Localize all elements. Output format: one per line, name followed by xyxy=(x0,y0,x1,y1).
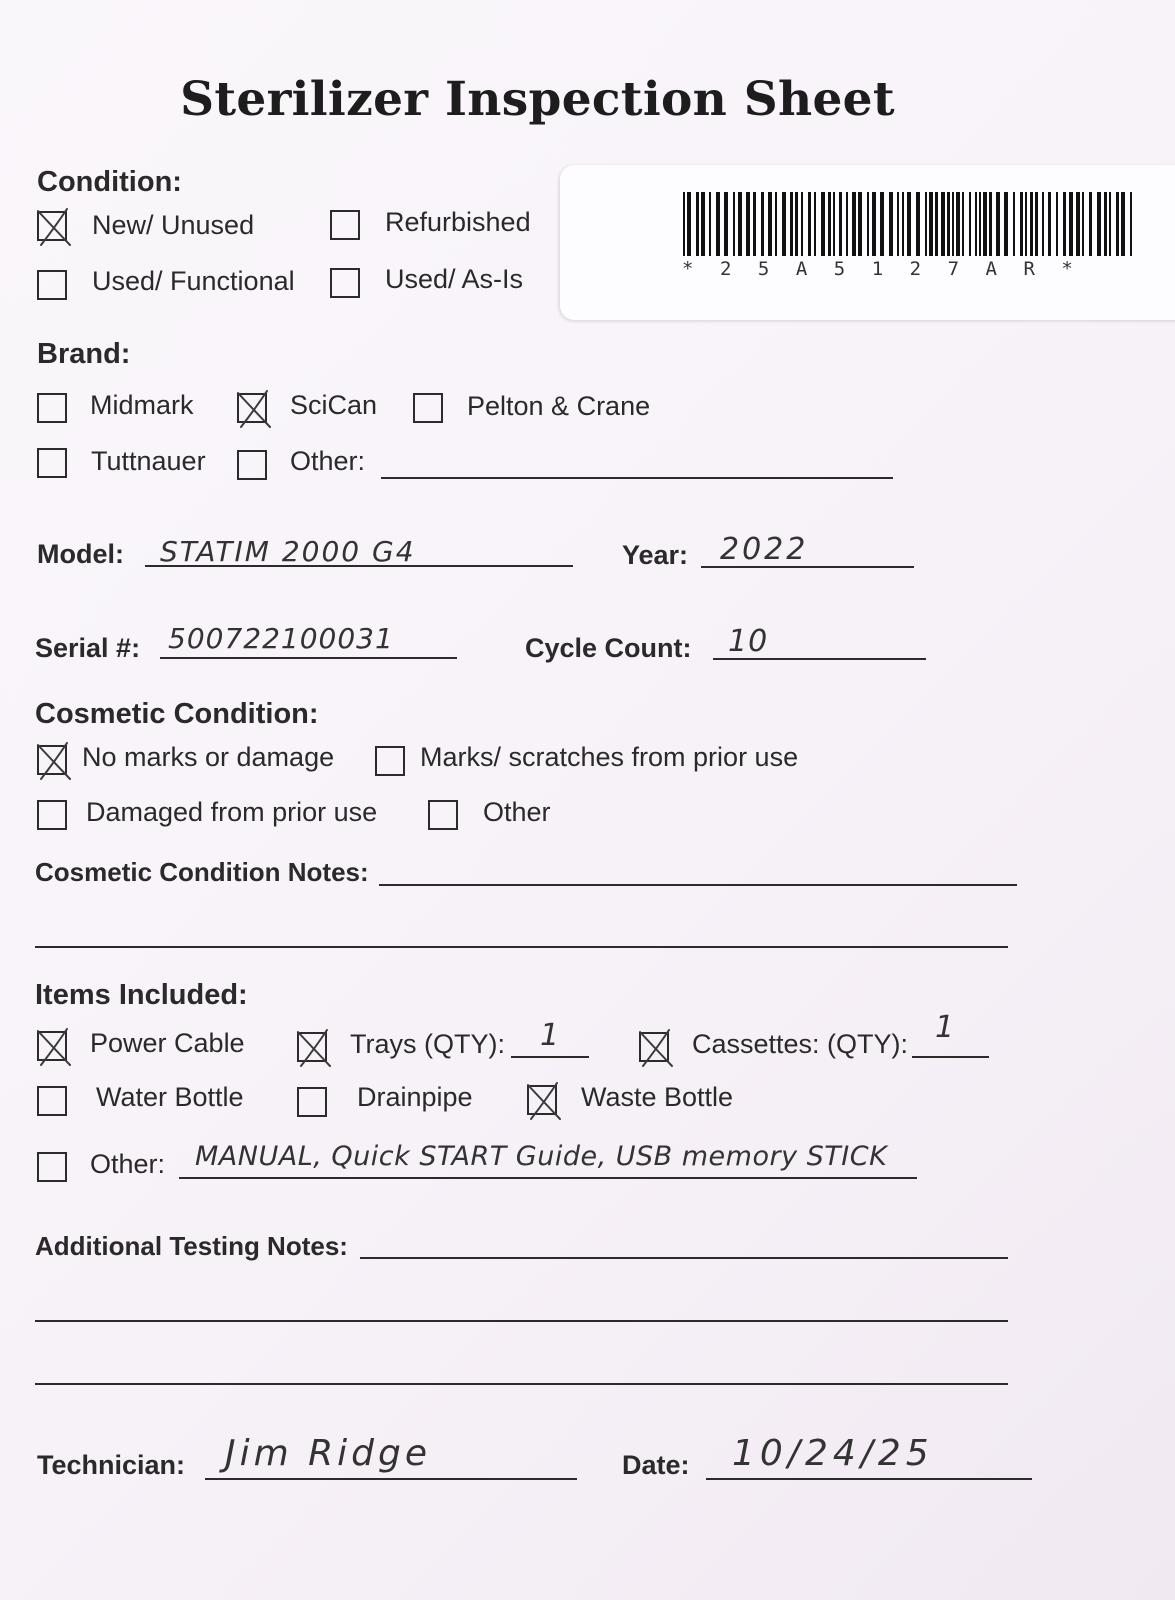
barcode-bar xyxy=(996,192,1000,256)
barcode-bar xyxy=(801,192,803,256)
barcode-bar xyxy=(983,192,987,256)
date-line xyxy=(706,1478,1032,1480)
label-cosmetic-other: Other xyxy=(483,797,551,827)
barcode-bar xyxy=(1042,192,1044,256)
label-tuttnauer: Tuttnauer xyxy=(91,446,206,476)
barcode-bar xyxy=(867,192,869,256)
barcode-bar xyxy=(1089,192,1092,256)
barcode-bar xyxy=(929,192,933,256)
checkbox-pelton-crane[interactable] xyxy=(413,393,443,423)
barcode-bar xyxy=(975,192,977,256)
year-value[interactable]: 2022 xyxy=(720,532,809,567)
barcode-bar xyxy=(1030,192,1033,256)
year-line xyxy=(701,566,914,568)
label-water-bottle: Water Bottle xyxy=(96,1082,244,1112)
checkbox-items-other[interactable] xyxy=(37,1152,67,1182)
label-pelton-crane: Pelton & Crane xyxy=(467,391,651,421)
barcode-bar xyxy=(935,192,938,256)
cassettes-qty-value[interactable]: 1 xyxy=(935,1010,956,1045)
barcode-bar xyxy=(969,192,971,256)
barcode-bar xyxy=(1025,192,1027,256)
model-label: Model: xyxy=(37,539,124,569)
checkbox-used-as-is[interactable] xyxy=(330,268,360,298)
label-scican: SciCan xyxy=(290,390,378,420)
label-waste-bottle: Waste Bottle xyxy=(581,1082,734,1112)
barcode-bar xyxy=(872,192,876,256)
additional-notes-line-3[interactable] xyxy=(35,1383,1008,1385)
label-used-functional: Used/ Functional xyxy=(92,266,295,296)
condition-heading: Condition: xyxy=(37,166,182,198)
checkbox-brand-other[interactable] xyxy=(237,450,267,480)
barcode-bar xyxy=(962,192,964,256)
barcode-bar xyxy=(716,192,720,256)
checkmark-x-icon xyxy=(635,1026,677,1070)
year-label: Year: xyxy=(622,540,689,570)
checkbox-damaged[interactable] xyxy=(37,800,67,830)
barcode-bar xyxy=(768,192,772,256)
label-midmark: Midmark xyxy=(90,390,194,420)
label-no-marks: No marks or damage xyxy=(82,742,335,772)
barcode-bar xyxy=(1004,192,1008,256)
barcode-bar xyxy=(821,192,825,256)
items-heading: Items Included: xyxy=(35,979,248,1011)
barcode-bar xyxy=(947,192,950,256)
checkbox-power-cable[interactable] xyxy=(37,1031,67,1061)
cycle-count-value[interactable]: 10 xyxy=(728,624,769,659)
barcode-bar xyxy=(989,192,992,256)
barcode-bar xyxy=(1097,192,1101,256)
brand-heading: Brand: xyxy=(37,338,131,370)
cosmetic-notes-line-1[interactable] xyxy=(379,884,1017,886)
barcode-bar xyxy=(790,192,793,256)
barcode-bar xyxy=(1116,192,1119,256)
checkbox-cosmetic-other[interactable] xyxy=(428,800,458,830)
label-cassettes: Cassettes: (QTY): xyxy=(692,1029,909,1059)
trays-qty-line xyxy=(511,1056,589,1058)
checkbox-no-marks[interactable] xyxy=(37,745,67,775)
barcode-bar xyxy=(979,192,981,256)
checkbox-tuttnauer[interactable] xyxy=(37,448,67,478)
checkbox-new-unused[interactable] xyxy=(37,211,67,241)
barcode-bar xyxy=(925,192,927,256)
label-brand-other: Other: xyxy=(290,446,366,476)
checkbox-cassettes[interactable] xyxy=(639,1032,669,1062)
label-used-as-is: Used/ As-Is xyxy=(385,264,524,294)
barcode-bar xyxy=(795,192,798,256)
barcode-bar xyxy=(1082,192,1084,256)
additional-notes-label: Additional Testing Notes: xyxy=(35,1231,348,1261)
barcode-bar xyxy=(746,192,750,256)
cosmetic-heading: Cosmetic Condition: xyxy=(35,698,319,730)
checkmark-x-icon xyxy=(33,1025,75,1069)
cycle-count-label: Cycle Count: xyxy=(525,633,692,663)
checkbox-trays[interactable] xyxy=(297,1032,327,1062)
brand-other-line[interactable] xyxy=(381,477,893,479)
cosmetic-notes-line-2[interactable] xyxy=(35,946,1008,948)
barcode-bar xyxy=(724,192,728,256)
model-line xyxy=(145,565,573,567)
barcode-bar xyxy=(775,192,777,256)
checkbox-midmark[interactable] xyxy=(37,393,67,423)
barcode-bar xyxy=(753,192,756,256)
barcode-bar xyxy=(941,192,945,256)
trays-qty-value[interactable]: 1 xyxy=(540,1018,561,1053)
serial-value[interactable]: 500722100031 xyxy=(168,622,394,655)
checkbox-scican[interactable] xyxy=(237,393,267,423)
checkbox-marks-scratches[interactable] xyxy=(375,746,405,776)
barcode-bar xyxy=(1063,192,1066,256)
barcode-bar xyxy=(683,192,685,256)
barcode-bar xyxy=(738,192,742,256)
checkbox-refurbished[interactable] xyxy=(330,210,360,240)
barcode-bar xyxy=(687,192,691,256)
barcode-bar xyxy=(709,192,711,256)
additional-notes-line-1[interactable] xyxy=(360,1257,1008,1259)
barcode-bar xyxy=(952,192,954,256)
barcode-bars xyxy=(683,192,1134,256)
label-new-unused: New/ Unused xyxy=(92,210,255,240)
barcode-bar xyxy=(733,192,735,256)
barcode-bar xyxy=(1109,192,1111,256)
cycle-count-line xyxy=(713,658,926,660)
barcode-bar xyxy=(701,192,705,256)
barcode-bar xyxy=(1013,192,1015,256)
checkmark-x-icon xyxy=(33,739,75,783)
checkbox-used-functional[interactable] xyxy=(37,270,67,300)
barcode-bar xyxy=(916,192,920,256)
serial-line xyxy=(160,657,457,659)
additional-notes-line-2[interactable] xyxy=(35,1320,1008,1322)
barcode-bar xyxy=(814,192,816,256)
barcode-bar xyxy=(808,192,811,256)
barcode-bar xyxy=(907,192,911,256)
barcode-bar xyxy=(696,192,699,256)
label-power-cable: Power Cable xyxy=(90,1028,245,1058)
barcode-bar xyxy=(902,192,904,256)
date-value[interactable]: 10/24/25 xyxy=(732,1433,934,1474)
serial-label: Serial #: xyxy=(35,633,141,663)
barcode-bar xyxy=(1104,192,1107,256)
date-label: Date: xyxy=(622,1450,690,1480)
checkbox-drainpipe[interactable] xyxy=(297,1087,327,1117)
barcode-label xyxy=(560,165,1175,320)
items-other-value[interactable]: MANUAL, Quick START Guide, USB memory STICK xyxy=(195,1141,888,1172)
barcode-bar xyxy=(833,192,835,256)
items-other-line xyxy=(179,1177,917,1179)
label-drainpipe: Drainpipe xyxy=(357,1082,473,1112)
model-value[interactable]: STATIM 2000 G4 xyxy=(160,535,416,568)
label-damaged: Damaged from prior use xyxy=(86,797,378,827)
barcode-bar xyxy=(846,192,848,256)
barcode-bar xyxy=(1069,192,1073,256)
technician-label: Technician: xyxy=(37,1450,186,1480)
barcode-bar xyxy=(956,192,960,256)
barcode-bar xyxy=(852,192,856,256)
label-items-other: Other: xyxy=(90,1149,166,1179)
label-refurbished: Refurbished xyxy=(385,207,531,237)
barcode-bar xyxy=(1076,192,1080,256)
barcode-bar xyxy=(1130,192,1132,256)
barcode-bar xyxy=(889,192,893,256)
barcode-bar xyxy=(1035,192,1038,256)
barcode-bar xyxy=(1121,192,1125,256)
label-trays: Trays (QTY): xyxy=(350,1029,505,1059)
barcode-bar xyxy=(1048,192,1051,256)
label-marks-scratches: Marks/ scratches from prior use xyxy=(420,742,799,772)
checkbox-water-bottle[interactable] xyxy=(37,1086,67,1116)
cosmetic-notes-label: Cosmetic Condition Notes: xyxy=(35,857,369,887)
checkmark-x-icon xyxy=(293,1026,335,1070)
barcode-bar xyxy=(1056,192,1058,256)
checkmark-x-icon xyxy=(33,205,75,249)
barcode-bar xyxy=(839,192,842,256)
checkmark-x-icon xyxy=(233,387,275,431)
barcode-bar xyxy=(782,192,786,256)
technician-line xyxy=(205,1478,577,1480)
checkbox-waste-bottle[interactable] xyxy=(527,1085,557,1115)
barcode-text: *25A5127AR* xyxy=(682,258,1100,280)
barcode-bar xyxy=(897,192,899,256)
technician-signature[interactable]: Jim Ridge xyxy=(225,1433,431,1474)
barcode-bar xyxy=(880,192,884,256)
cassettes-qty-line xyxy=(912,1056,989,1058)
barcode-bar xyxy=(828,192,831,256)
barcode-bar xyxy=(858,192,862,256)
barcode-bar xyxy=(1020,192,1023,256)
checkmark-x-icon xyxy=(523,1079,565,1123)
barcode-bar xyxy=(761,192,764,256)
page-title: Sterilizer Inspection Sheet xyxy=(180,72,895,127)
